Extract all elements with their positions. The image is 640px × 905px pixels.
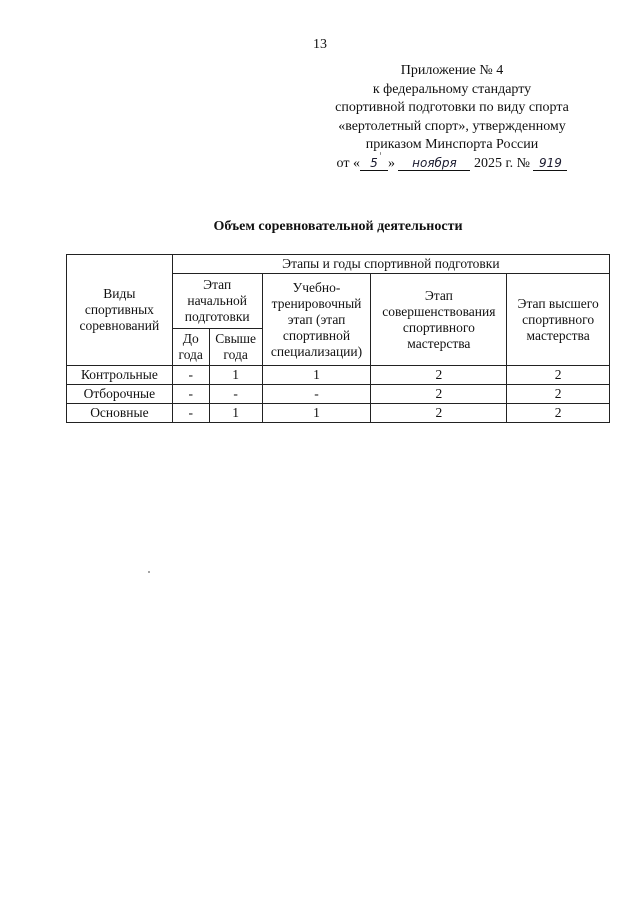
order-number-handwritten: 919 xyxy=(533,156,567,171)
row-label: Отборочные xyxy=(67,385,173,404)
cell-value: - xyxy=(209,385,262,404)
cell-value: 2 xyxy=(507,366,610,385)
header-initial-stage: Этап начальной подготовки xyxy=(172,274,262,329)
page-number: 13 xyxy=(313,37,327,52)
header-line: Приложение № 4 xyxy=(400,63,504,78)
cell-value: 2 xyxy=(371,366,507,385)
header-improvement-stage: Этап совершенствования спортивного мастерства xyxy=(371,274,507,366)
cell-value: 1 xyxy=(262,404,371,423)
table-row xyxy=(67,404,610,423)
cell-value: 2 xyxy=(507,404,610,423)
order-line xyxy=(302,155,602,174)
order-year: 2025 г. № xyxy=(473,155,530,171)
document-title: Объем соревновательной деятельности xyxy=(213,219,463,234)
order-day-handwritten: 5 xyxy=(360,156,388,171)
cell-value: 2 xyxy=(371,385,507,404)
table-header-row xyxy=(67,255,610,274)
header-line: к федеральному стандарту xyxy=(372,81,532,97)
order-prefix: от « xyxy=(336,155,360,171)
table-row xyxy=(67,366,610,385)
order-quote: » xyxy=(387,155,395,171)
cell-value: 1 xyxy=(209,404,262,423)
header-initial-over-year: Свыше года xyxy=(209,329,262,366)
row-label: Контрольные xyxy=(67,366,173,385)
header-line: спортивной подготовки по виду спорта xyxy=(335,100,569,115)
header-line: приказом Минспорта России xyxy=(365,137,539,152)
competition-volume-table xyxy=(66,254,610,423)
header-training-stage: Учебно-тренировочный этап (этап спортивной специализации) xyxy=(262,274,371,366)
cell-value: - xyxy=(172,385,209,404)
cell-value: 1 xyxy=(209,366,262,385)
table-row xyxy=(67,385,610,404)
header-higher-stage: Этап высшего спортивного мастерства xyxy=(507,274,610,366)
scan-speck xyxy=(148,571,150,573)
header-stages-years: Этапы и годы спортивной подготовки xyxy=(172,255,609,274)
cell-value: 1 xyxy=(262,366,371,385)
header-initial-up-to-year: До года xyxy=(172,329,209,366)
cell-value: - xyxy=(262,385,371,404)
cell-value: 2 xyxy=(507,385,610,404)
appendix-header xyxy=(302,62,602,173)
order-month-handwritten: ноября xyxy=(398,156,470,171)
header-competition-kinds: Виды спортивных соревнований xyxy=(67,255,173,366)
row-label: Основные xyxy=(67,404,173,423)
cell-value: - xyxy=(172,404,209,423)
scan-speck xyxy=(380,152,381,155)
cell-value: - xyxy=(172,366,209,385)
header-line: «вертолетный спорт», утвержденному xyxy=(338,118,566,134)
cell-value: 2 xyxy=(371,404,507,423)
